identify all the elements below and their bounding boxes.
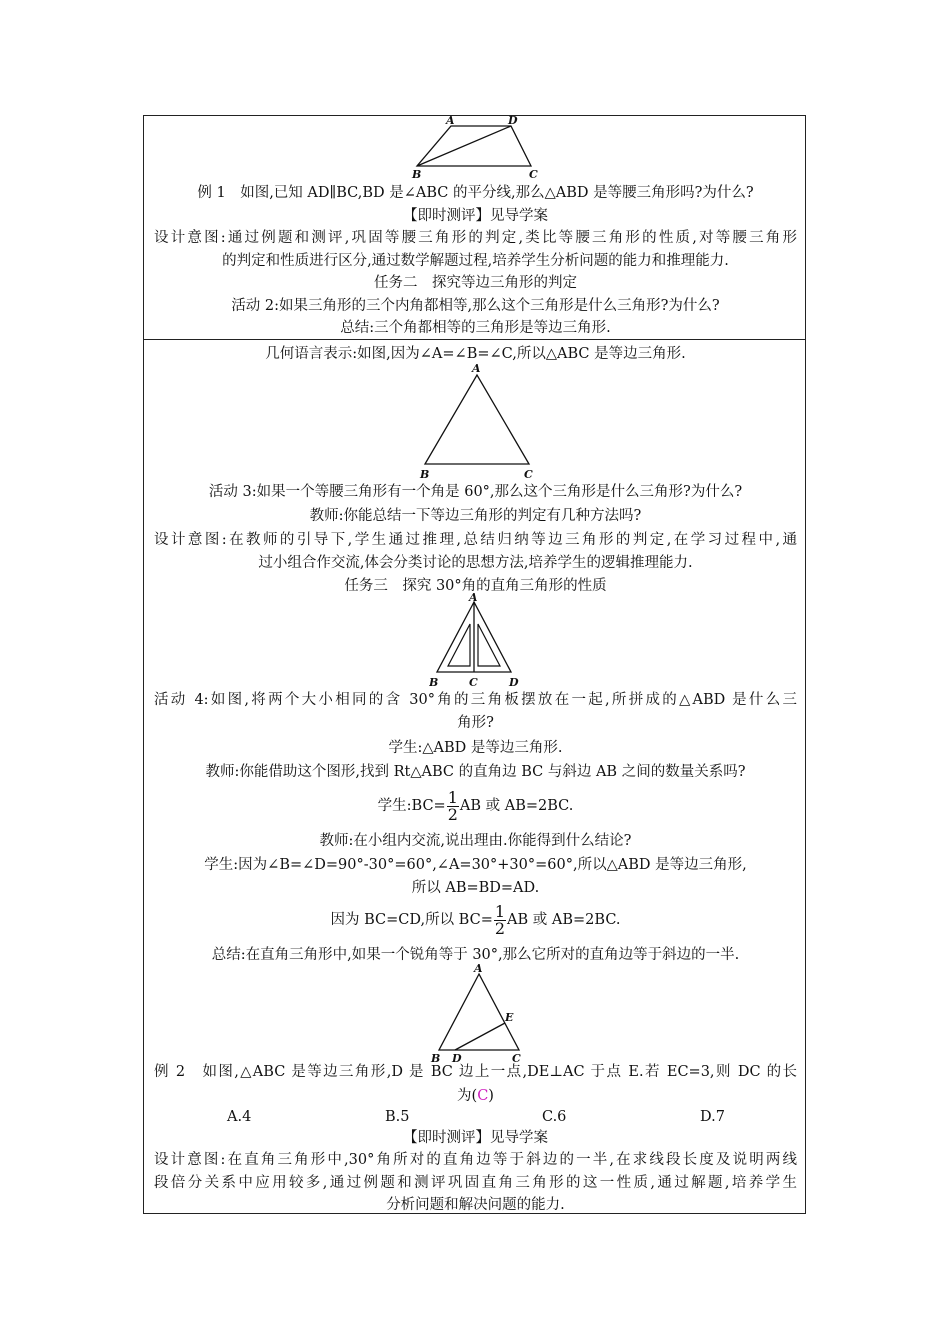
fraction-numerator: 1 <box>494 901 506 921</box>
student-answer-3-line2: 所以 AB=BD=AD. <box>411 880 540 896</box>
option-a: A.4 <box>227 1109 252 1125</box>
option-b: B.5 <box>385 1109 410 1125</box>
label-A: A <box>469 592 478 604</box>
example-2-answer: C <box>477 1088 489 1104</box>
label-B: B <box>431 1052 441 1064</box>
activity-4-line2: 角形? <box>457 715 494 731</box>
student-answer-2-pre: 学生:BC= <box>377 798 446 814</box>
fraction-half-2 <box>494 901 506 938</box>
example-2-paren-close: ) <box>488 1088 494 1104</box>
fraction-denominator: 2 <box>494 918 506 938</box>
label-B: B <box>429 676 439 689</box>
design-intent-2-line2: 过小组合作交流,体会分类讨论的思想方法,培养学生的逻辑推理能力. <box>258 555 693 571</box>
design-intent-3-line1: 设计意图:在直角三角形中,30°角所对的直角边等于斜边的一半,在求线段长度及说明两线 <box>154 1152 797 1168</box>
example-2-line2 <box>144 1086 807 1106</box>
option-c: C.6 <box>542 1109 567 1125</box>
design-intent-3-line2: 段倍分关系中应用较多,通过例题和测评巩固直角三角形的这一性质,通过解题,培养学生 <box>154 1175 797 1191</box>
instant-eval-1: 【即时测评】见导学案 <box>403 208 548 224</box>
activity-2: 活动 2:如果三角形的三个内角都相等,那么这个三角形是什么三角形?为什么? <box>231 298 720 314</box>
fraction-denominator: 2 <box>447 804 458 824</box>
table-cell-main <box>143 339 806 1214</box>
student-answer-1: 学生:△ABD 是等边三角形. <box>388 740 563 756</box>
label-C: C <box>529 168 538 181</box>
example-2-figure <box>427 962 532 1064</box>
design-intent-3-line3: 分析问题和解决问题的能力. <box>386 1197 565 1213</box>
example-2-line1: 例 2 如图,△ABC 是等边三角形,D 是 BC 边上一点,DE⊥AC 于点 E.若 EC=3,则 DC 的长 <box>154 1064 797 1080</box>
student-answer-2 <box>144 788 807 824</box>
two-set-squares-figure <box>429 592 529 690</box>
label-B: B <box>420 468 430 481</box>
teacher-question-3: 教师:在小组内交流,说出理由.你能得到什么结论? <box>319 833 632 849</box>
label-A: A <box>446 114 455 127</box>
summary-3: 总结:在直角三角形中,如果一个锐角等于 30°,那么它所对的直角边等于斜边的一半. <box>211 947 740 963</box>
student-answer-2-post: AB 或 AB=2BC. <box>459 798 574 814</box>
design-intent-1-line1: 设计意图:通过例题和测评,巩固等腰三角形的判定,类比等腰三角形的性质,对等腰三角形 <box>154 230 797 246</box>
option-d: D.7 <box>700 1109 725 1125</box>
because-post: AB 或 AB=2BC. <box>507 912 621 928</box>
design-intent-2-line1: 设计意图:在教师的引导下,学生通过推理,总结归纳等边三角形的判定,在学习过程中,通 <box>154 532 797 548</box>
label-C: C <box>469 676 478 689</box>
fraction-half <box>447 787 459 824</box>
design-intent-1-line2: 的判定和性质进行区分,通过数学解题过程,培养学生分析问题的能力和推理能力. <box>222 253 729 269</box>
equilateral-triangle-figure <box>414 360 544 485</box>
label-E: E <box>505 1011 514 1024</box>
label-A: A <box>472 362 481 375</box>
summary-2: 总结:三个角都相等的三角形是等边三角形. <box>340 320 611 336</box>
teacher-question-2: 教师:你能借助这个图形,找到 Rt△ABC 的直角边 BC 与斜边 AB 之间的数量关系吗? <box>205 764 746 780</box>
task-3-title: 任务三 探究 30°角的直角三角形的性质 <box>344 578 607 594</box>
activity-4-line1: 活动 4:如图,将两个大小相同的含 30°角的三角板摆放在一起,所拼成的△ABD 是什么三 <box>154 692 797 708</box>
example-1: 例 1 如图,已知 AD∥BC,BD 是∠ABC 的平分线,那么△ABD 是等腰三角形吗?为什么? <box>197 185 754 201</box>
student-answer-3: 学生:因为∠B=∠D=90°-30°=60°,∠A=30°+30°=60°,所以△ABD 是等边三角形, <box>204 857 747 873</box>
fraction-numerator: 1 <box>447 787 458 807</box>
because-statement <box>144 902 807 938</box>
label-D: D <box>508 114 518 127</box>
activity-3: 活动 3:如果一个等腰三角形有一个角是 60°,那么这个三角形是什么三角形?为什么? <box>208 484 743 500</box>
geometry-language: 几何语言表示:如图,因为∠A=∠B=∠C,所以△ABC 是等边三角形. <box>265 346 686 362</box>
teacher-question-1: 教师:你能总结一下等边三角形的判定有几种方法吗? <box>309 508 642 524</box>
label-A: A <box>474 962 483 975</box>
label-B: B <box>412 168 422 181</box>
label-C: C <box>512 1052 521 1064</box>
label-D: D <box>452 1052 462 1064</box>
trapezoid-figure <box>409 114 549 184</box>
instant-eval-2: 【即时测评】见导学案 <box>403 1130 548 1146</box>
label-C: C <box>524 468 533 481</box>
example-2-paren-open: 为( <box>457 1088 478 1104</box>
table-cell-top <box>143 115 806 340</box>
because-pre: 因为 BC=CD,所以 BC= <box>330 912 493 928</box>
label-D: D <box>509 676 519 689</box>
task-2-title: 任务二 探究等边三角形的判定 <box>374 275 577 291</box>
